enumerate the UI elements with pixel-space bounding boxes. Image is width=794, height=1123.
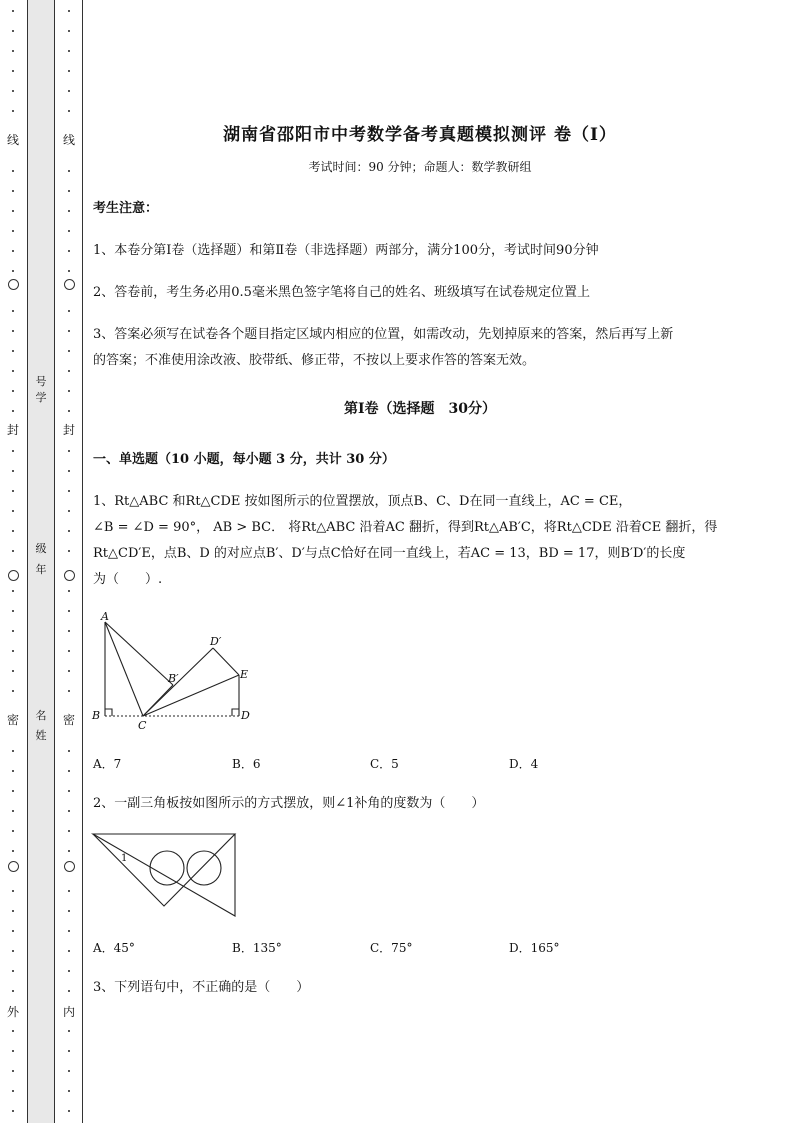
binding-dot [12, 410, 14, 412]
binding-dot [68, 1110, 70, 1112]
band-label-hao: 号 [35, 375, 47, 388]
binding-dot [68, 10, 70, 12]
binding-dot [12, 630, 14, 632]
binding-dot [68, 970, 70, 972]
binding-dot [12, 610, 14, 612]
binding-dot [68, 770, 70, 772]
binding-dot [12, 350, 14, 352]
binding-dot [12, 450, 14, 452]
q2-option-a[interactable]: A．45° [93, 941, 135, 955]
binding-circle-icon [8, 861, 19, 872]
binding-margin-inner [56, 0, 83, 1123]
binding-dot [68, 670, 70, 672]
binding-dot [12, 990, 14, 992]
binding-dot [68, 30, 70, 32]
binding-dot [12, 50, 14, 52]
binding-dot [68, 890, 70, 892]
binding-dot [68, 250, 70, 252]
binding-dot [68, 170, 70, 172]
fig-label-e: E [240, 668, 249, 681]
q2-option-c[interactable]: C．75° [370, 941, 413, 955]
binding-dot [68, 90, 70, 92]
binding-label: 外 [6, 1005, 19, 1019]
band-label-nian: 年 [35, 563, 47, 576]
binding-dot [12, 10, 14, 12]
binding-label: 线 [6, 133, 19, 147]
binding-dot [12, 1070, 14, 1072]
binding-label: 密 [6, 713, 19, 727]
binding-dot [12, 1110, 14, 1112]
triangle-45 [93, 834, 235, 916]
circle-right [187, 851, 221, 885]
exam-subtitle: 考试时间：90 分钟；命题人：数学教研组 [308, 160, 532, 174]
binding-dot [68, 310, 70, 312]
binding-dot [12, 850, 14, 852]
segment-ce [143, 675, 239, 716]
binding-dot [12, 950, 14, 952]
binding-dot [68, 650, 70, 652]
binding-dot [68, 1090, 70, 1092]
binding-circle-icon [64, 861, 75, 872]
binding-dot [68, 270, 70, 272]
binding-dot [68, 630, 70, 632]
binding-dot [12, 90, 14, 92]
binding-dot [12, 390, 14, 392]
binding-dot [12, 270, 14, 272]
binding-dot [12, 30, 14, 32]
binding-dot [12, 250, 14, 252]
binding-label: 线 [62, 133, 75, 147]
binding-dot [12, 690, 14, 692]
binding-dot [68, 50, 70, 52]
binding-dot [12, 230, 14, 232]
binding-dot [68, 930, 70, 932]
q1-line-2: ∠B = ∠D = 90°， AB > BC． 将Rt△ABC 沿着AC 翻折，得到Rt△AB′C，将Rt△CDE 沿着CE 翻折，得 [93, 520, 718, 535]
binding-dot [68, 950, 70, 952]
binding-dot [12, 210, 14, 212]
exam-title: 湖南省邵阳市中考数学备考真题模拟测评 卷（Ⅰ） [223, 125, 617, 145]
binding-dot [12, 910, 14, 912]
part-heading: 一、单选题（10 小题，每小题 3 分，共计 30 分） [93, 452, 395, 467]
binding-dot [12, 1050, 14, 1052]
binding-dot [68, 490, 70, 492]
binding-dot [68, 110, 70, 112]
fig-label-c: C [138, 719, 147, 732]
binding-circle-icon [8, 279, 19, 290]
binding-label: 密 [62, 713, 75, 727]
binding-dot [68, 1050, 70, 1052]
notice-item-3: 3、答案必须写在试卷各个题目指定区域内相应的位置，如需改动，先划掉原来的答案，然后再写上新 [93, 327, 674, 342]
binding-dot [68, 370, 70, 372]
binding-dot [12, 670, 14, 672]
binding-dot [12, 790, 14, 792]
binding-dot [12, 1090, 14, 1092]
binding-circle-icon [64, 570, 75, 581]
binding-margin-outer [0, 0, 26, 1123]
binding-dot [12, 170, 14, 172]
fig-label-a: A [101, 610, 109, 623]
binding-dot [12, 530, 14, 532]
band-label-xing: 姓 [35, 729, 47, 742]
right-angle-d [232, 709, 239, 716]
notice-item-3-cont: 的答案；不准使用涂改液、胶带纸、修正带，不按以上要求作答的答案无效。 [93, 353, 536, 368]
q1-option-d[interactable]: D．4 [509, 757, 539, 771]
binding-dot [68, 530, 70, 532]
binding-dot [68, 390, 70, 392]
binding-dot [12, 70, 14, 72]
binding-dot [68, 550, 70, 552]
binding-dot [68, 590, 70, 592]
binding-dot [68, 690, 70, 692]
q2-option-b[interactable]: B．135° [232, 941, 282, 955]
band-label-ji: 级 [35, 542, 47, 555]
binding-dot [12, 470, 14, 472]
binding-dot [12, 890, 14, 892]
band-label-ming: 名 [35, 709, 47, 722]
binding-dot [12, 330, 14, 332]
binding-dot [68, 350, 70, 352]
binding-dot [12, 830, 14, 832]
binding-dot [68, 1030, 70, 1032]
notice-item-2: 2、答卷前，考生务必用0.5毫米黑色签字笔将自己的姓名、班级填写在试卷规定位置上 [93, 285, 590, 300]
binding-info-band [27, 0, 55, 1123]
circle-left [150, 851, 184, 885]
binding-dot [12, 1030, 14, 1032]
binding-dot [12, 110, 14, 112]
notice-item-1: 1、本卷分第Ⅰ卷（选择题）和第Ⅱ卷（非选择题）两部分，满分100分，考试时间90分钟 [93, 243, 599, 258]
notice-heading: 考生注意： [93, 201, 159, 216]
segment-ab-prime [105, 622, 173, 685]
q1-line-3: Rt△CD′E，点B、D 的对应点B′、D′与点C恰好在同一直线上，若AC = 13，BD = 17，则B′D′的长度 [93, 546, 686, 561]
q2-text: 2、一副三角板按如图所示的方式摆放，则∠1补角的度数为（ ） [93, 796, 485, 811]
binding-dot [68, 910, 70, 912]
binding-dot [12, 550, 14, 552]
binding-dot [68, 850, 70, 852]
q1-option-b[interactable]: B．6 [232, 757, 261, 771]
q1-line-1: 1、Rt△ABC 和Rt△CDE 按如图所示的位置摆放，顶点B、C、D在同一直线上，AC = CE， [93, 494, 632, 509]
binding-dot [68, 750, 70, 752]
binding-dot [68, 790, 70, 792]
angle-1-label: 1 [121, 853, 128, 864]
triangle-30-60 [93, 834, 235, 906]
binding-dot [12, 970, 14, 972]
q2-figure [88, 828, 243, 920]
q1-line-4: 为（ ）. [93, 572, 163, 587]
binding-label: 封 [62, 423, 75, 437]
binding-label: 封 [6, 423, 19, 437]
binding-dot [12, 770, 14, 772]
binding-dot [12, 190, 14, 192]
binding-dot [12, 310, 14, 312]
q2-option-d[interactable]: D．165° [509, 941, 560, 955]
binding-dot [68, 510, 70, 512]
binding-dot [68, 810, 70, 812]
binding-dot [68, 210, 70, 212]
binding-dot [68, 70, 70, 72]
binding-dot [12, 650, 14, 652]
q1-option-a[interactable]: A．7 [93, 757, 122, 771]
section-title: 第Ⅰ卷（选择题 30分） [343, 401, 497, 417]
binding-dot [68, 330, 70, 332]
binding-dot [12, 750, 14, 752]
binding-dot [68, 610, 70, 612]
binding-dot [68, 190, 70, 192]
binding-circle-icon [8, 570, 19, 581]
binding-dot [68, 230, 70, 232]
fig-label-b-prime: B′ [168, 672, 179, 685]
binding-dot [12, 590, 14, 592]
right-angle-b [105, 709, 112, 716]
binding-dot [12, 810, 14, 812]
binding-dot [68, 830, 70, 832]
binding-dot [68, 990, 70, 992]
binding-dot [68, 470, 70, 472]
binding-dot [12, 510, 14, 512]
binding-dot [68, 410, 70, 412]
binding-dot [12, 930, 14, 932]
binding-label: 内 [62, 1005, 75, 1019]
fig-label-d: D [241, 709, 250, 722]
fig-label-b: B [92, 709, 101, 722]
binding-dot [12, 490, 14, 492]
band-label-xue: 学 [35, 391, 47, 404]
q1-figure [88, 608, 268, 736]
segment-ac [105, 622, 143, 716]
fig-label-d-prime: D′ [210, 635, 222, 648]
segment-d-prime-e [213, 648, 239, 675]
binding-dot [68, 1070, 70, 1072]
binding-dot [12, 370, 14, 372]
binding-dot [68, 450, 70, 452]
q3-text: 3、下列语句中，不正确的是（ ） [93, 980, 310, 995]
q1-option-c[interactable]: C．5 [370, 757, 399, 771]
binding-circle-icon [64, 279, 75, 290]
